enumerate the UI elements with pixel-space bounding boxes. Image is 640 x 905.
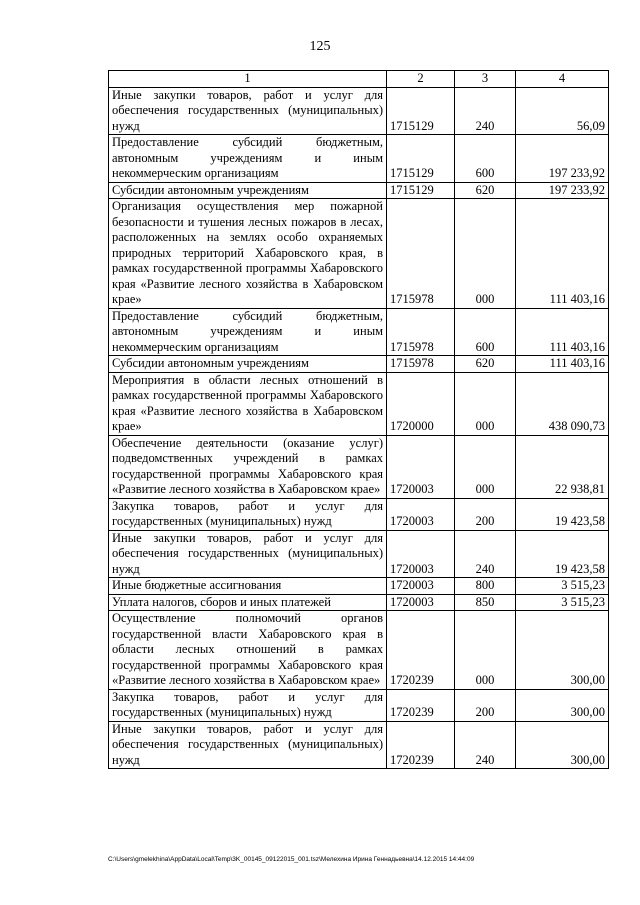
header-col-4: 4 bbox=[516, 71, 609, 88]
table-row bbox=[109, 594, 609, 611]
header-col-2: 2 bbox=[387, 71, 455, 88]
row-expense-type-cell: 800 bbox=[455, 578, 516, 595]
row-amount-cell: 300,00 bbox=[516, 611, 609, 690]
row-amount-cell: 3 515,23 bbox=[516, 594, 609, 611]
table-row bbox=[109, 308, 609, 356]
row-name-cell: Закупка товаров, работ и услуг для государственных (муниципальных) нужд bbox=[109, 689, 387, 721]
row-name-cell: Закупка товаров, работ и услуг для государственных (муниципальных) нужд bbox=[109, 498, 387, 530]
row-name-cell: Организация осуществления мер пожарной безопасности и тушения лесных пожаров в лесах, расположенных на землях особо охраняемых природных территорий Хабаровского края, в рамках государственной программы Хабаровского края «Развитие лесного хозяйства в Хабаровском крае» bbox=[109, 199, 387, 309]
row-amount-cell: 19 423,58 bbox=[516, 530, 609, 578]
row-code-cell: 1715978 bbox=[387, 199, 455, 309]
row-name-cell: Иные закупки товаров, работ и услуг для обеспечения государственных (муниципальных) нужд bbox=[109, 721, 387, 769]
row-name-cell: Иные бюджетные ассигнования bbox=[109, 578, 387, 595]
header-col-1: 1 bbox=[109, 71, 387, 88]
file-path-footer: C:\Users\gmelekhina\AppData\Local\Temp\3K_00145_09122015_001.tsz\Мелехина Ирина Геннадьевна\14.12.2015 14:44:09 bbox=[108, 856, 475, 863]
row-name-cell: Субсидии автономным учреждениям bbox=[109, 356, 387, 373]
table-row bbox=[109, 372, 609, 435]
row-expense-type-cell: 240 bbox=[455, 721, 516, 769]
table-row bbox=[109, 87, 609, 135]
row-expense-type-cell: 200 bbox=[455, 689, 516, 721]
row-amount-cell: 300,00 bbox=[516, 689, 609, 721]
row-name-cell: Осуществление полномочий органов государственной власти Хабаровского края в области лесных отношений в рамках государственной программы Хабаровского края «Развитие лесного хозяйства в Хабаровском крае» bbox=[109, 611, 387, 690]
row-name-cell: Обеспечение деятельности (оказание услуг) подведомственных учреждений в рамках государственной программы Хабаровского края «Развитие лесного хозяйства в Хабаровском крае» bbox=[109, 435, 387, 498]
row-code-cell: 1720003 bbox=[387, 498, 455, 530]
row-code-cell: 1715978 bbox=[387, 356, 455, 373]
table-row bbox=[109, 135, 609, 183]
row-expense-type-cell: 000 bbox=[455, 435, 516, 498]
row-name-cell: Субсидии автономным учреждениям bbox=[109, 182, 387, 199]
row-expense-type-cell: 600 bbox=[455, 135, 516, 183]
table-row bbox=[109, 530, 609, 578]
row-amount-cell: 197 233,92 bbox=[516, 135, 609, 183]
row-expense-type-cell: 600 bbox=[455, 308, 516, 356]
header-col-3: 3 bbox=[455, 71, 516, 88]
row-name-cell: Мероприятия в области лесных отношений в рамках государственной программы Хабаровского края «Развитие лесного хозяйства в Хабаровском крае» bbox=[109, 372, 387, 435]
row-amount-cell: 22 938,81 bbox=[516, 435, 609, 498]
row-expense-type-cell: 000 bbox=[455, 372, 516, 435]
budget-table bbox=[108, 70, 609, 769]
row-name-cell: Уплата налогов, сборов и иных платежей bbox=[109, 594, 387, 611]
row-expense-type-cell: 000 bbox=[455, 611, 516, 690]
table-row bbox=[109, 611, 609, 690]
row-code-cell: 1720239 bbox=[387, 611, 455, 690]
table-row bbox=[109, 182, 609, 199]
row-amount-cell: 56,09 bbox=[516, 87, 609, 135]
page-number: 125 bbox=[309, 39, 331, 54]
row-amount-cell: 3 515,23 bbox=[516, 578, 609, 595]
row-expense-type-cell: 200 bbox=[455, 498, 516, 530]
row-code-cell: 1720239 bbox=[387, 689, 455, 721]
row-expense-type-cell: 620 bbox=[455, 356, 516, 373]
table-row bbox=[109, 578, 609, 595]
row-name-cell: Предоставление субсидий бюджетным, автономным учреждениям и иным некоммерческим организациям bbox=[109, 308, 387, 356]
row-amount-cell: 111 403,16 bbox=[516, 199, 609, 309]
row-code-cell: 1720000 bbox=[387, 372, 455, 435]
row-expense-type-cell: 620 bbox=[455, 182, 516, 199]
row-expense-type-cell: 000 bbox=[455, 199, 516, 309]
table-row bbox=[109, 356, 609, 373]
row-amount-cell: 19 423,58 bbox=[516, 498, 609, 530]
table-row bbox=[109, 435, 609, 498]
table-header-row bbox=[109, 71, 609, 88]
row-name-cell: Иные закупки товаров, работ и услуг для обеспечения государственных (муниципальных) нужд bbox=[109, 87, 387, 135]
row-code-cell: 1715129 bbox=[387, 135, 455, 183]
row-amount-cell: 300,00 bbox=[516, 721, 609, 769]
row-code-cell: 1720003 bbox=[387, 530, 455, 578]
row-expense-type-cell: 850 bbox=[455, 594, 516, 611]
row-code-cell: 1715129 bbox=[387, 182, 455, 199]
table-row bbox=[109, 199, 609, 309]
row-code-cell: 1720003 bbox=[387, 594, 455, 611]
row-code-cell: 1715978 bbox=[387, 308, 455, 356]
row-expense-type-cell: 240 bbox=[455, 87, 516, 135]
table-body bbox=[109, 87, 609, 769]
row-expense-type-cell: 240 bbox=[455, 530, 516, 578]
row-code-cell: 1720003 bbox=[387, 578, 455, 595]
row-name-cell: Предоставление субсидий бюджетным, автономным учреждениям и иным некоммерческим организациям bbox=[109, 135, 387, 183]
row-amount-cell: 111 403,16 bbox=[516, 356, 609, 373]
row-code-cell: 1720239 bbox=[387, 721, 455, 769]
row-amount-cell: 111 403,16 bbox=[516, 308, 609, 356]
table-row bbox=[109, 498, 609, 530]
row-code-cell: 1720003 bbox=[387, 435, 455, 498]
table-row bbox=[109, 721, 609, 769]
row-code-cell: 1715129 bbox=[387, 87, 455, 135]
row-amount-cell: 438 090,73 bbox=[516, 372, 609, 435]
row-amount-cell: 197 233,92 bbox=[516, 182, 609, 199]
table-row bbox=[109, 689, 609, 721]
row-name-cell: Иные закупки товаров, работ и услуг для обеспечения государственных (муниципальных) нужд bbox=[109, 530, 387, 578]
